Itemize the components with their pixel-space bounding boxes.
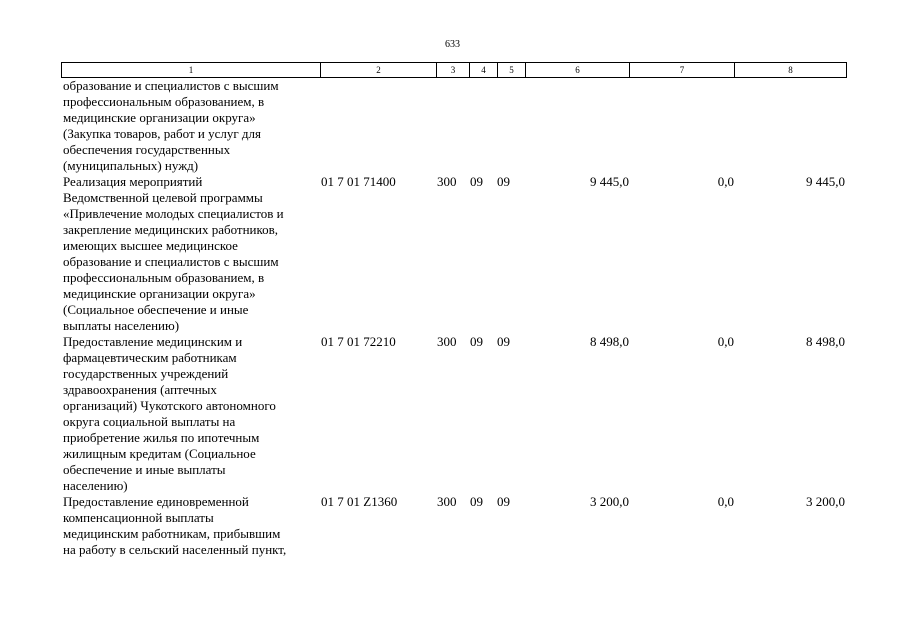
column-header-5: 5 bbox=[498, 63, 526, 78]
row-name-line: государственных учреждений bbox=[63, 366, 229, 381]
budget-table bbox=[61, 78, 846, 558]
row-name-line: на работу в сельский населенный пункт, bbox=[63, 542, 287, 557]
row-c6 bbox=[525, 78, 629, 174]
row-name-line: округа социальной выплаты на bbox=[63, 414, 236, 429]
row-name-line: Ведомственной целевой программы bbox=[63, 190, 263, 205]
table-row bbox=[61, 78, 846, 174]
row-c3: 300 bbox=[437, 174, 457, 189]
row-name-line: имеющих высшее медицинское bbox=[63, 238, 238, 253]
row-c3: 300 bbox=[437, 334, 457, 349]
row-name-line: медицинские организации округа» bbox=[63, 110, 256, 125]
row-name-line: населению) bbox=[63, 478, 128, 493]
row-c4: 09 bbox=[470, 174, 483, 189]
column-header-7: 7 bbox=[630, 63, 735, 78]
row-name bbox=[61, 494, 320, 558]
row-name-line: профессиональным образованием, в bbox=[63, 94, 265, 109]
row-name-line: Предоставление единовременной bbox=[63, 494, 249, 509]
row-name-line: фармацевтическим работникам bbox=[63, 350, 237, 365]
column-header-3: 3 bbox=[437, 63, 470, 78]
row-name-line: закрепление медицинских работников, bbox=[63, 222, 279, 237]
row-code: 01 7 01 71400 bbox=[321, 174, 396, 189]
row-c3 bbox=[436, 78, 469, 174]
row-name-line: «Привлечение молодых специалистов и bbox=[63, 206, 284, 221]
row-name-line: медицинским работникам, прибывшим bbox=[63, 526, 281, 541]
row-name-line: Предоставление медицинским и bbox=[63, 334, 243, 349]
row-c8: 3 200,0 bbox=[806, 494, 845, 509]
row-code: 01 7 01 72210 bbox=[321, 334, 396, 349]
row-c4 bbox=[469, 78, 497, 174]
row-name-line: (Закупка товаров, работ и услуг для bbox=[63, 126, 261, 141]
row-c7: 0,0 bbox=[717, 174, 734, 189]
row-c7: 0,0 bbox=[717, 334, 734, 349]
row-name-line: жилищным кредитам (Социальное bbox=[63, 446, 256, 461]
row-c5: 09 bbox=[497, 494, 510, 509]
row-name-line: компенсационной выплаты bbox=[63, 510, 214, 525]
row-name-line: Реализация мероприятий bbox=[63, 174, 203, 189]
table-row bbox=[61, 334, 846, 494]
row-name-line: обеспечения государственных bbox=[63, 142, 231, 157]
row-name-line: обеспечение и иные выплаты bbox=[63, 462, 226, 477]
page-number: 633 bbox=[445, 39, 460, 50]
row-code: 01 7 01 Z1360 bbox=[321, 494, 398, 509]
row-c8: 8 498,0 bbox=[806, 334, 845, 349]
row-c7 bbox=[629, 78, 734, 174]
row-c4: 09 bbox=[470, 334, 483, 349]
row-c5: 09 bbox=[497, 334, 510, 349]
column-header-1: 1 bbox=[62, 63, 321, 78]
row-c3: 300 bbox=[437, 494, 457, 509]
row-name-line: образование и специалистов с высшим bbox=[63, 254, 279, 269]
row-name bbox=[61, 78, 320, 174]
row-name-line: здравоохранения (аптечных bbox=[63, 382, 217, 397]
row-name bbox=[61, 174, 320, 334]
column-header-row bbox=[62, 63, 847, 78]
row-name-line: образование и специалистов с высшим bbox=[63, 78, 279, 93]
row-c6: 8 498,0 bbox=[590, 334, 629, 349]
row-c4: 09 bbox=[470, 494, 483, 509]
row-c8 bbox=[734, 78, 846, 174]
row-name-line: медицинские организации округа» bbox=[63, 286, 256, 301]
column-header-8: 8 bbox=[735, 63, 847, 78]
row-name-line: организаций) Чукотского автономного bbox=[63, 398, 276, 413]
row-name-line: выплаты населению) bbox=[63, 318, 180, 333]
row-name-line: профессиональным образованием, в bbox=[63, 270, 265, 285]
table-row bbox=[61, 174, 846, 334]
row-c6: 3 200,0 bbox=[590, 494, 629, 509]
column-header-table bbox=[61, 62, 847, 78]
column-header-6: 6 bbox=[526, 63, 630, 78]
row-name bbox=[61, 334, 320, 494]
column-header-4: 4 bbox=[470, 63, 498, 78]
row-c8: 9 445,0 bbox=[806, 174, 845, 189]
row-code bbox=[320, 78, 436, 174]
row-c6: 9 445,0 bbox=[590, 174, 629, 189]
row-c5: 09 bbox=[497, 174, 510, 189]
row-c5 bbox=[497, 78, 525, 174]
row-c7: 0,0 bbox=[717, 494, 734, 509]
row-name-line: приобретение жилья по ипотечным bbox=[63, 430, 260, 445]
column-header-2: 2 bbox=[321, 63, 437, 78]
row-name-line: (Социальное обеспечение и иные bbox=[63, 302, 249, 317]
row-name-line: (муниципальных) нужд) bbox=[63, 158, 199, 173]
table-row bbox=[61, 494, 846, 558]
